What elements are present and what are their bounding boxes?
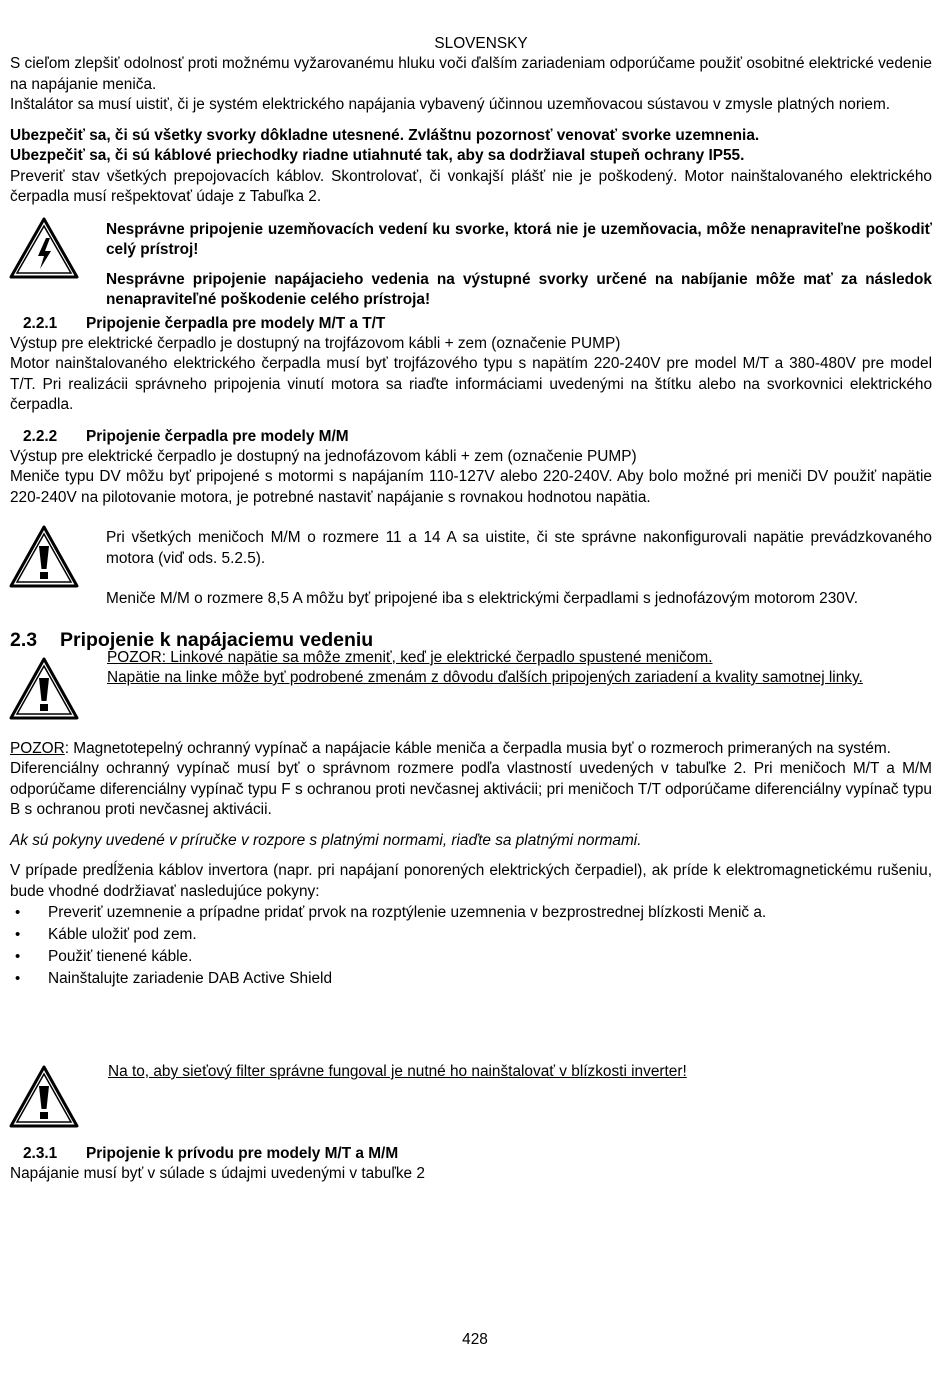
voltage-warning-block: [10, 648, 932, 689]
intro-bold-2: Ubezpečiť sa, či sú káblové priechodky riadne utiahnuté tak, aby sa dodržiaval stupeň ochrany IP55.: [10, 147, 745, 164]
voltage-warning-text-1: [107, 648, 932, 669]
section-2-2-2-heading: [10, 426, 932, 447]
motor-warning-text-2: Meniče M/M o rozmere 8,5 A môžu byť pripojené iba s elektrickými čerpadlami s jednofázovým motorom 230V.: [106, 590, 858, 607]
s222-paragraph-2: Meniče typu DV môžu byť pripojené s motormi s napájaním 110-127V alebo 220-240V. Aby bolo možné pri meniči DV použiť napätie 220-240V na pilotovanie motora, je potrebné nastaviť napájanie s rovnakou hodnotou napätia.: [10, 468, 932, 506]
electric-warning-text-1: Nesprávne pripojenie uzemňovacích vedení ku svorke, ktorá nie je uzemňovacia, môže nenapraviteľne poškodiť celý prístroj!: [106, 220, 932, 258]
language-header: SLOVENSKY: [434, 35, 528, 52]
section-2-3-1-heading: [10, 1143, 932, 1164]
motor-warning-text-1: Pri všetkých meničoch M/M o rozmere 11 a 14 A sa uistite, či ste správne nakonfigurovali napätie prevádzkovaného motora (viď ods. 5.2.5).: [106, 529, 932, 567]
list-item: • Použiť tienené káble.: [10, 946, 932, 968]
page-number: 428: [462, 1331, 488, 1348]
section-number: 2.3.1: [23, 1144, 58, 1162]
section-title: Pripojenie čerpadla pre modely M/M: [86, 427, 349, 445]
filter-warning-text: Na to, aby sieťový filter správne fungoval je nutné ho nainštalovať v blízkosti inverter!: [108, 1063, 687, 1080]
document-page: [10, 34, 932, 1184]
section-title: Pripojenie k prívodu pre modely M/T a M/M: [86, 1144, 399, 1162]
breaker-paragraph: [10, 739, 932, 760]
intro-paragraph-1: S cieľom zlepšiť odolnosť proti možnému vyžarovanému hluku voči ďalším zariadeniam odporúčame použiť osobitné elektrické vedenie na napájanie meniča.: [10, 55, 932, 93]
section-2-2-1-heading: [10, 313, 932, 334]
emc-instructions-list: [10, 902, 932, 990]
s221-paragraph-2: Motor nainštalovaného elektrického čerpadla musí byť trojfázového typu s napätím 220-240V pre model M/T a 380-480V pre model T/T. Pri realizácii správneho pripojenia vinutí motora sa riaďte informáciami uvedenými na štítku alebo na svorkovnici elektrického čerpadla.: [10, 355, 932, 413]
voltage-warning-text-2: Napätie na linke môže byť podrobené zmenám z dôvodu ďalších pripojených zariadení a kvality samotnej linky.: [107, 669, 863, 686]
standards-note: Ak sú pokyny uvedené v príručke v rozpore s platnými normami, riaďte sa platnými normami.: [10, 831, 642, 849]
voltage-warning-rest: : Linkové napätie sa môže zmeniť, keď je elektrické čerpadlo spustené meničom.: [161, 648, 713, 666]
filter-warning-block: [10, 1062, 932, 1083]
intro-paragraph-2: Inštalátor sa musí uistiť, či je systém elektrického napájania vybavený účinnou uzemňovacou sústavou v zmysle platných noriem.: [10, 96, 891, 113]
exclamation-warning-icon: [8, 656, 80, 729]
electric-warning-text-2: Nesprávne pripojenie napájacieho vedenia na výstupné svorky určené na nabíjanie môže mať za následok nenapraviteľné poškodenie celého prístroja!: [106, 270, 932, 308]
s222-paragraph-1: Výstup pre elektrické čerpadlo je dostupný na jednofázovom kábli + zem (označenie PUMP): [10, 447, 637, 465]
section-number: 2.3: [10, 628, 38, 651]
electric-warning-block: [10, 220, 932, 311]
section-title: Pripojenie čerpadla pre modely M/T a T/T: [86, 314, 386, 332]
pozor-label: POZOR: [107, 648, 162, 666]
exclamation-warning-icon: [8, 1064, 80, 1137]
section-title: Pripojenie k napájaciemu vedeniu: [60, 628, 374, 651]
list-item: • Preveriť uzemnenie a prípadne pridať prvok na rozptýlenie uzemnenia v bezprostrednej blízkosti Menič a.: [10, 902, 932, 924]
s231-paragraph-1: Napájanie musí byť v súlade s údajmi uvedenými v tabuľke 2: [10, 1164, 425, 1182]
intro-bold-1: Ubezpečiť sa, či sú všetky svorky dôkladne utesnené. Zvláštnu pozornosť venovať svorke uzemnenia.: [10, 126, 760, 144]
intro-paragraph-3: Preveriť stav všetkých prepojovacích káblov. Skontrolovať, či vonkajší plášť nie je poškodený. Motor nainštalovaného elektrického čerpadla musí rešpektovať údaje z Tabuľka 2.: [10, 167, 932, 205]
s221-paragraph-1: Výstup pre elektrické čerpadlo je dostupný na trojfázovom kábli + zem (označenie PUMP): [10, 334, 621, 352]
list-item: • Nainštalujte zariadenie DAB Active Shield: [10, 968, 932, 990]
breaker-text: : Magnetotepelný ochranný vypínač a napájacie káble meniča a čerpadla musia byť o rozmeroch primeraných na systém.: [64, 739, 891, 757]
list-item: • Káble uložiť pod zem.: [10, 924, 932, 946]
differential-paragraph: Diferenciálny ochranný vypínač musí byť o správnom rozmere podľa vlastností uvedených v tabuľke 2. Pri meničoch M/T a M/M odporúčame diferenciálny vypínač typu F s ochranou proti nevčasnej aktivácii; pri meničoch T/T odporúčame diferenciálny vypínač typu B s ochranou proti nevčasnej aktivácii.: [10, 760, 932, 818]
section-number: 2.2.1: [23, 314, 58, 332]
high-voltage-warning-icon: [8, 216, 80, 287]
section-number: 2.2.2: [23, 427, 58, 445]
motor-warning-block: [10, 528, 932, 610]
pozor-label: POZOR: [10, 739, 65, 757]
extension-paragraph: V prípade predĺženia káblov invertora (napr. pri napájaní ponorených elektrických čerpadiel), ak príde k elektromagnetickému rušeniu, bude vhodné dodržiavať nasledujúce pokyny:: [10, 862, 932, 900]
exclamation-warning-icon: [8, 524, 80, 597]
